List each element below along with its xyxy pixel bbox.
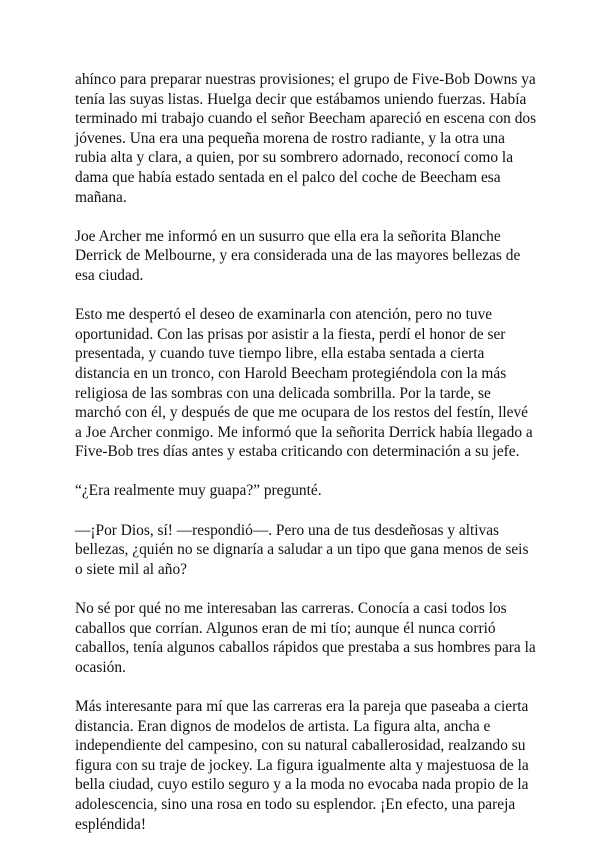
paragraph: ahínco para preparar nuestras provisiones; el grupo de Five-Bob Downs ya tenía las suyas listas. Huelga decir que estábamos uniendo fuerzas. Había terminado mi trabajo cuando el señor Beecham apareció en escena con dos jóvenes. Una era una pequeña morena de rostro radiante, y la otra una rubia alta y clara, a quien, por su sombrero adornado, reconocí como la dama que había estado sentada en el palco del coche de Beecham esa mañana.	[75, 71, 537, 206]
paragraph: —¡Por Dios, sí! —respondió—. Pero una de tus desdeñosas y altivas bellezas, ¿quién no se dignaría a saludar a un tipo que gana menos de seis o siete mil al año?	[75, 521, 529, 578]
paragraph: Esto me despertó el deseo de examinarla con atención, pero no tuve oportunidad. Con las prisas por asistir a la fiesta, perdí el honor de ser presentada, y cuando tuve tiempo libre, ella estaba sentada a cierta distancia en un tronco, con Harold Beecham protegiéndola con la más religiosa de las sombras con una delicada sombrilla. Por la tarde, se marchó con él, y después de que me ocupara de los restos del festín, llevé a Joe Archer conmigo. Me informó que la señorita Derrick había llegado a Five-Bob tres días antes y estaba criticando con determinación a su jefe.	[75, 306, 533, 461]
paragraph: No sé por qué no me interesaban las carreras. Conocía a casi todos los caballos que corrían. Algunos eran de mi tío; aunque él nunca corrió caballos, tenía algunos caballos rápidos que prestaba a sus hombres para la ocasión.	[75, 600, 536, 676]
body-text	[75, 70, 537, 854]
paragraph: “¿Era realmente muy guapa?” pregunté.	[75, 482, 322, 500]
paragraph: Joe Archer me informó en un susurro que ella era la señorita Blanche Derrick de Melbourne, y era considerada una de las mayores bellezas de esa ciudad.	[75, 227, 521, 284]
paragraph: Más interesante para mí que las carreras era la pareja que paseaba a cierta distancia. Eran dignos de modelos de artista. La figura alta, ancha e independiente del campesino, con su natural caballerosidad, realzando su figura con su traje de jockey. La figura igualmente alta y majestuosa de la bella ciudad, cuyo estilo seguro y a la moda no evocaba nada propio de la adolescencia, sino una rosa en todo su esplendor. ¡En efecto, una pareja espléndida!	[75, 698, 529, 833]
